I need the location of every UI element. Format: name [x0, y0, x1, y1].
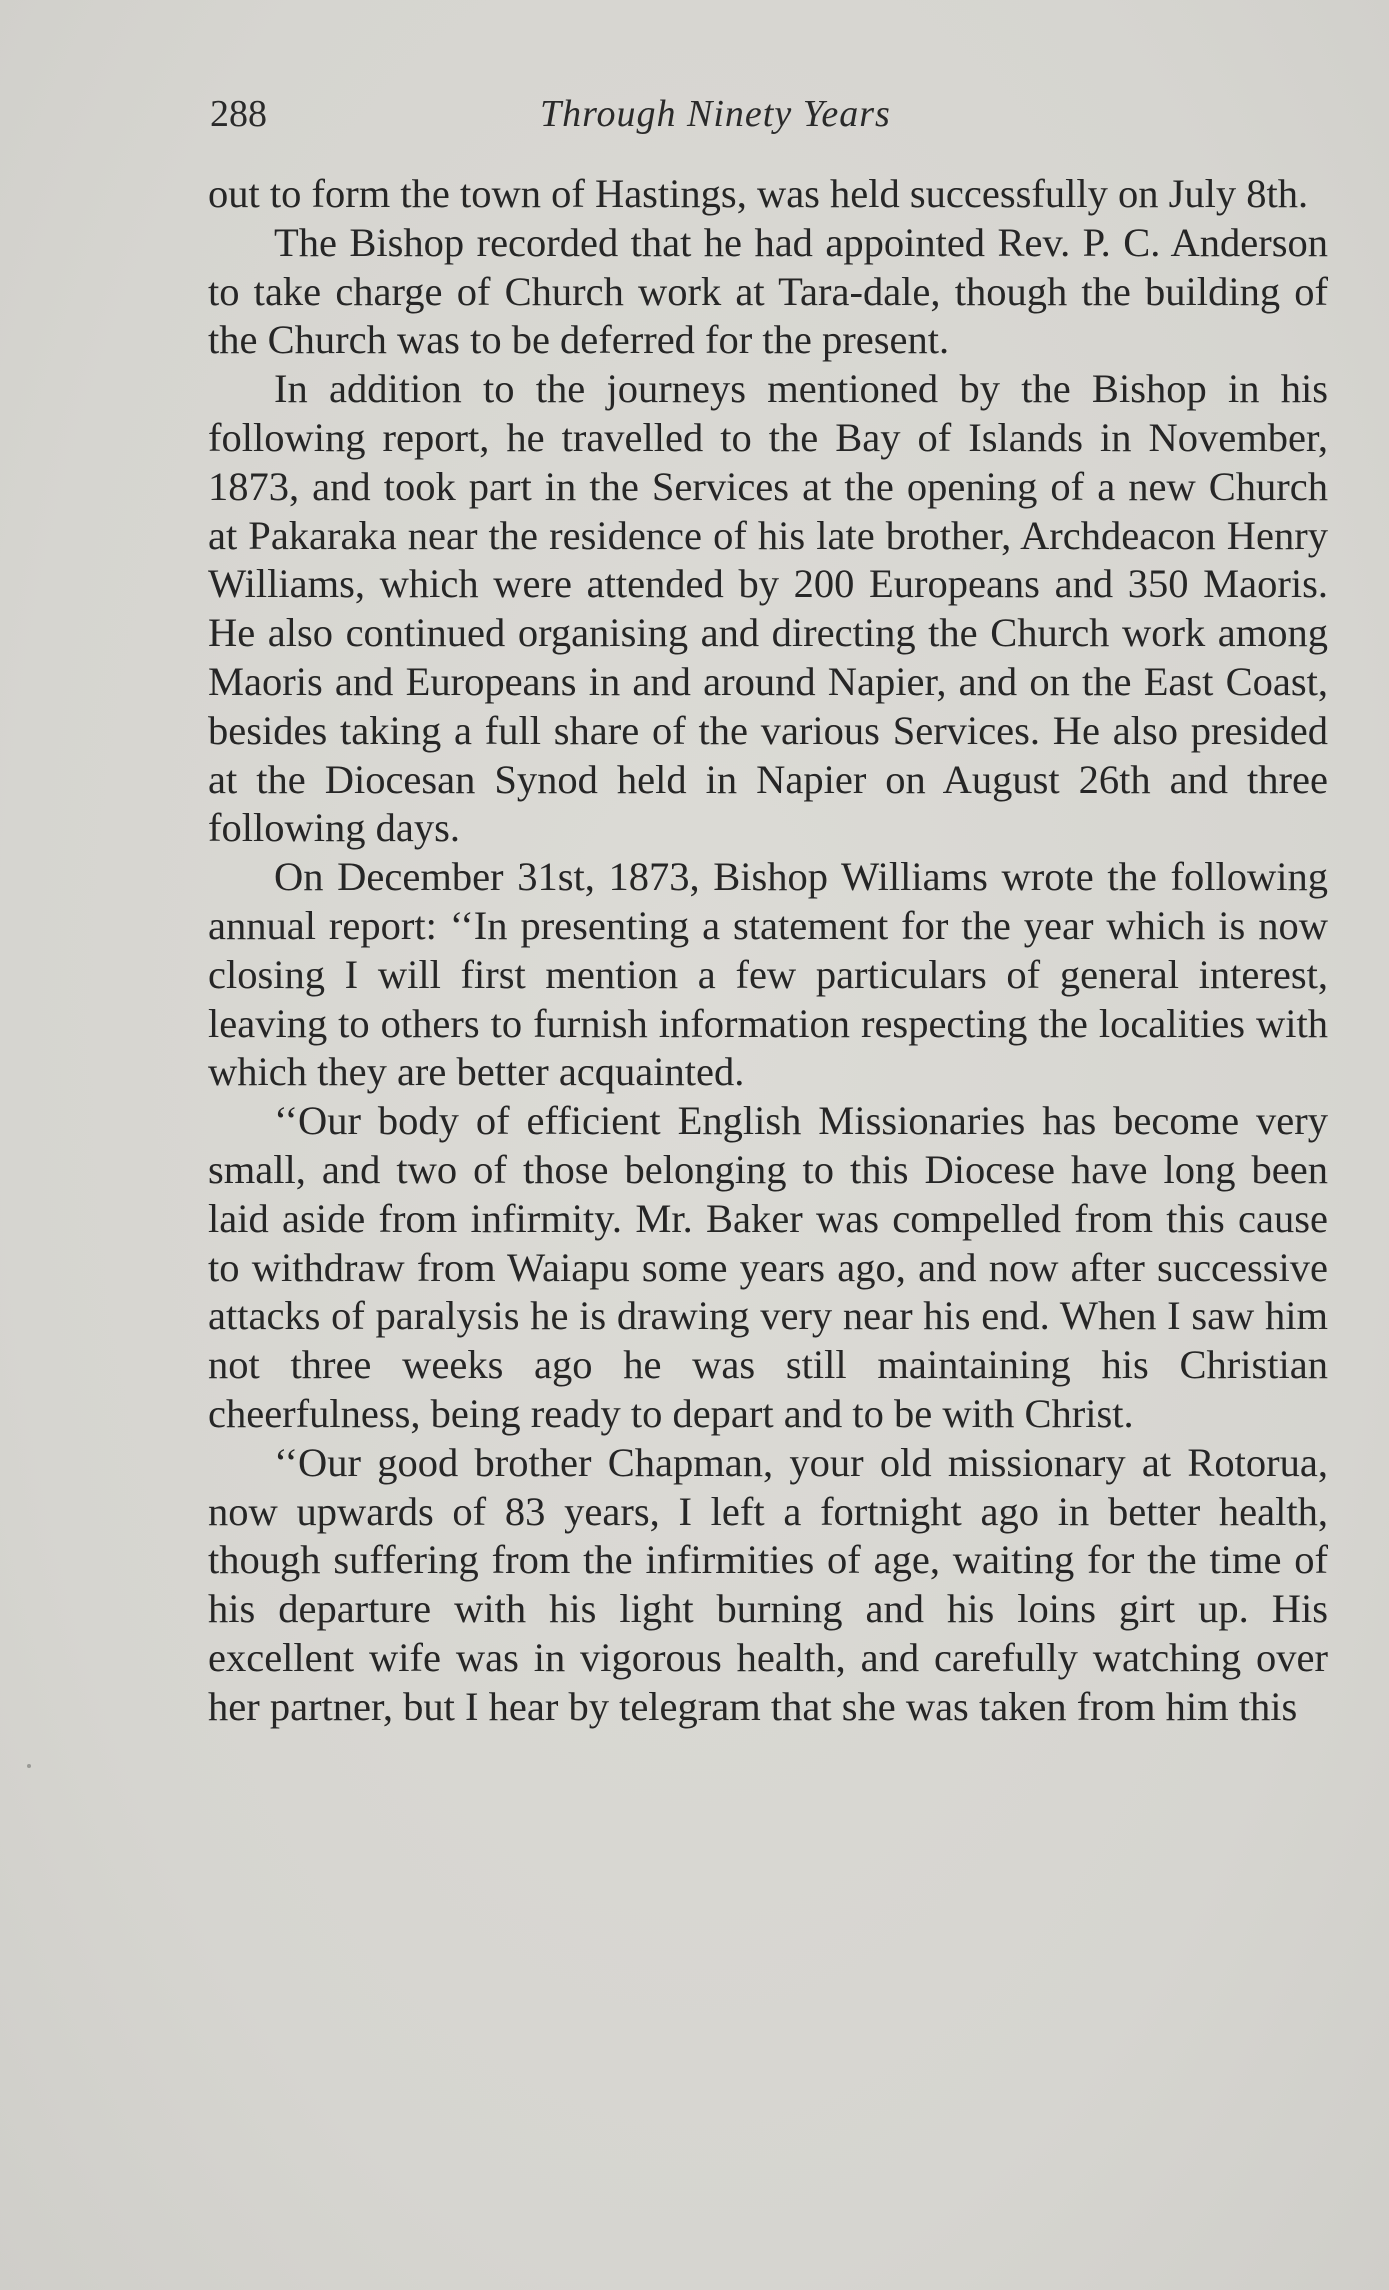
- page-number: 288: [210, 93, 267, 135]
- paragraph-continuation: out to form the town of Hastings, was held successfully on July 8th.: [208, 171, 1309, 216]
- paragraph-annual-report: On December 31st, 1873, Bishop Williams wrote the following annual report: ‘‘In presenting a statement for the year which is now closing I will first mention a few particulars of general interest, leaving to others to furnish information respecting the localities with which they are better acquainted.: [208, 854, 1328, 1095]
- paragraph-missionaries: ‘‘Our body of efficient English Missionaries has become very small, and two of those belonging to this Diocese have long been laid aside from infirmity. Mr. Baker was compelled from this cause to withdraw from Waiapu some years ago, and now after successive attacks of paralysis he is drawing very near his end. When I saw him not three weeks ago he was still maintaining his Christian cheerfulness, being ready to depart and to be with Christ.: [208, 1098, 1328, 1436]
- page-header: [210, 92, 1330, 148]
- paragraph-chapman: ‘‘Our good brother Chapman, your old missionary at Rotorua, now upwards of 83 years, I left a fortnight ago in better health, though suffering from the infirmities of age, waiting for the time of his departure with his light burning and his loins girt up. His excellent wife was in vigorous health, and carefully watching over her partner, but I hear by telegram that she was taken from him this: [208, 1439, 1328, 1729]
- paper-speck: [27, 1764, 31, 1768]
- paragraph-anderson-appointment: The Bishop recorded that he had appointed Rev. P. C. Anderson to take charge of Church work at Tara-dale, though the building of the Church was to be deferred for the present.: [208, 219, 1328, 363]
- running-title: Through Ninety Years: [540, 93, 891, 135]
- body-text: [208, 170, 1328, 1732]
- paragraph-journeys: In addition to the journeys mentioned by the Bishop in his following report, he travelled to the Bay of Islands in November, 1873, and took part in the Services at the opening of a new Church at Pakaraka near the residence of his late brother, Archdeacon Henry Williams, which were attended by 200 Europeans and 350 Maoris. He also continued organising and directing the Church work among Maoris and Europeans in and around Napier, and on the East Coast, besides taking a full share of the various Services. He also presided at the Diocesan Synod held in Napier on August 26th and three following days.: [208, 366, 1328, 851]
